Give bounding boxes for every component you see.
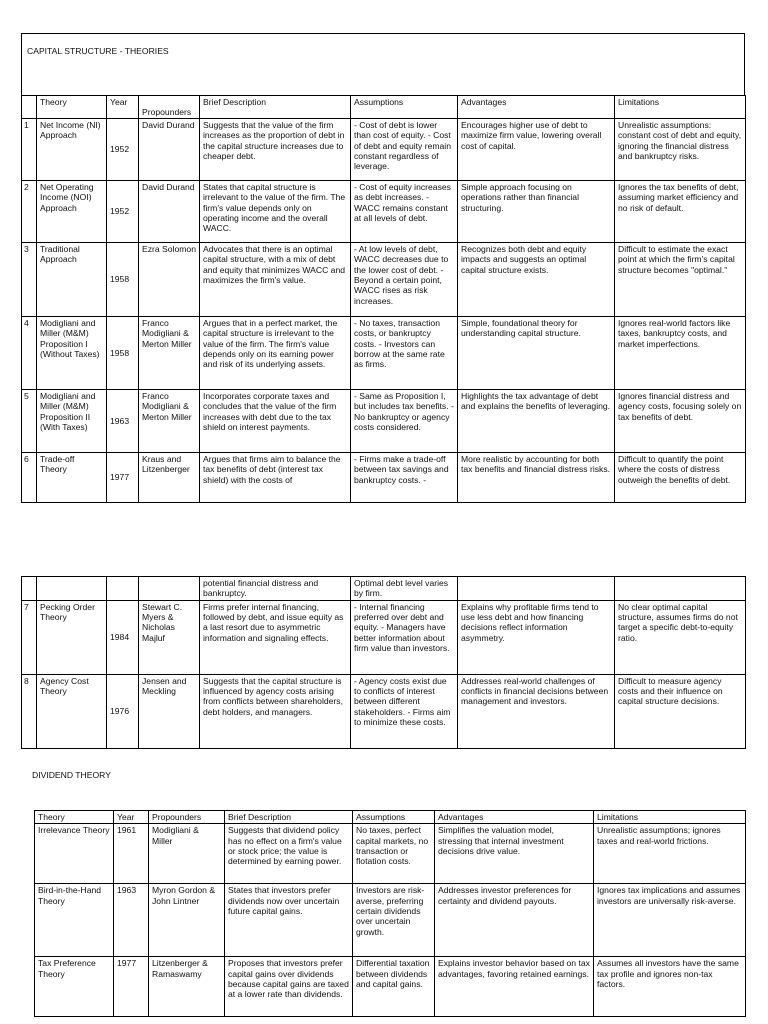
limitations-cell: Difficult to measure agency costs and their influence on capital structure decisions. [615,674,746,748]
advantages-cell: Explains why profitable firms tend to use less debt and how financing decisions reflect information asymmetry. [458,600,615,674]
row-number: 2 [22,181,37,243]
header-description: Brief Description [225,811,353,824]
description-cell: Firms prefer internal financing, followed by debt, and issue equity as a last resort due to asymmetric information and signaling effects. [200,600,351,674]
row-number: 1 [22,119,37,181]
theory-cell: Agency Cost Theory [37,674,107,748]
theory-cell: Traditional Approach [37,243,107,317]
assumptions-cell: - Cost of debt is lower than cost of equity. - Cost of debt and equity remain constant regardless of leverage. [351,119,458,181]
table-row [35,884,746,957]
description-cell: Suggests that the value of the firm increases as the proportion of debt in the capital structure increases due to cheaper debt. [200,119,351,181]
limitations-cell: Difficult to estimate the exact point at which the firm's capital structure becomes "optimal." [615,243,746,317]
capital-structure-table [21,95,746,503]
limitations-cell: Unrealistic assumptions; ignores taxes and real-world frictions. [594,824,746,884]
assumptions-cell: Investors are risk-averse, preferring certain dividends over uncertain growth. [353,884,435,957]
limitations-cell: Unrealistic assumptions: constant cost of debt and equity, ignoring the financial distress and bankruptcy risks. [615,119,746,181]
row-number: 5 [22,390,37,453]
advantages-cell: Encourages higher use of debt to maximize firm value, lowering overall cost of capital. [458,119,615,181]
year-cell: 1963 [107,390,139,453]
assumptions-cell: - Cost of equity increases as debt increases. - WACC remains constant at all levels of debt. [351,181,458,243]
dividend-theory-table [34,810,746,1017]
continued-row [22,577,746,601]
year-cell: 1952 [107,181,139,243]
year-cell: 1958 [107,243,139,317]
year-cell: 1976 [107,674,139,748]
table-header-row [22,96,746,119]
header-year: Year [114,811,149,824]
assumptions-cell: - Firms make a trade-off between tax savings and bankruptcy costs. - [351,453,458,503]
year-cell: 1984 [107,600,139,674]
row-number: 7 [22,600,37,674]
advantages-cell: Recognizes both debt and equity impacts and suggests an optimal capital structure exists. [458,243,615,317]
propounders-cell: Kraus and Litzenberger [139,453,200,503]
limitations-cell: No clear optimal capital structure, assumes firms do not target a specific debt-to-equity ratio. [615,600,746,674]
header-propounders: Propounders [139,96,200,119]
header-description: Brief Description [200,96,351,119]
capital-title-box [21,33,745,96]
theory-cell: Pecking Order Theory [37,600,107,674]
propounders-cell: Myron Gordon & John Lintner [149,884,225,957]
description-cell: States that capital structure is irrelevant to the value of the firm. The firm's value depends only on operating income and the overall WACC. [200,181,351,243]
description-cell: Proposes that investors prefer capital gains over dividends because capital gains are taxed at a lower rate than dividends. [225,957,353,1017]
capital-structure-table-continued [21,576,746,749]
assumptions-cell: No taxes, perfect capital markets, no transaction or flotation costs. [353,824,435,884]
assumptions-cell: - No taxes, transaction costs, or bankruptcy costs. - Investors can borrow at the same rate as firms. [351,317,458,390]
theory-cell: Trade-off Theory [37,453,107,503]
header-advantages: Advantages [435,811,594,824]
table-row [22,119,746,181]
table-row [22,181,746,243]
theory-cell: Bird-in-the-Hand Theory [35,884,114,957]
theory-cell: Irrelevance Theory [35,824,114,884]
advantages-cell: Simple, foundational theory for understanding capital structure. [458,317,615,390]
assumptions-cell: - Internal financing preferred over debt and equity. - Managers have better information about firm value than investors. [351,600,458,674]
assumptions-cell: Optimal debt level varies by firm. [351,577,458,601]
capital-structure-title: CAPITAL STRUCTURE - THEORIES [27,46,169,56]
table-row [22,674,746,748]
table-row [35,957,746,1017]
limitations-cell: Ignores real-world factors like taxes, bankruptcy costs, and market imperfections. [615,317,746,390]
header-limitations: Limitations [615,96,746,119]
theory-cell: Net Operating Income (NOI) Approach [37,181,107,243]
propounders-cell: Franco Modigliani & Merton Miller [139,390,200,453]
assumptions-cell: - Agency costs exist due to conflicts of interest between different stakeholders. - Firms aim to minimize these costs. [351,674,458,748]
year-cell: 1961 [114,824,149,884]
limitations-cell: Ignores the tax benefits of debt, assuming market efficiency and no risk of default. [615,181,746,243]
theory-cell: Net Income (NI) Approach [37,119,107,181]
propounders-cell: Stewart C. Myers & Nicholas Majluf [139,600,200,674]
table-row [35,824,746,884]
row-number: 4 [22,317,37,390]
propounders-cell: David Durand [139,181,200,243]
header-assumptions: Assumptions [351,96,458,119]
year-cell: 1977 [107,453,139,503]
header-propounders: Propounders [149,811,225,824]
advantages-cell: More realistic by accounting for both tax benefits and financial distress risks. [458,453,615,503]
advantages-cell: Simplifies the valuation model, stressing that internal investment decisions drive value. [435,824,594,884]
propounders-cell: Ezra Solomon [139,243,200,317]
header-advantages: Advantages [458,96,615,119]
propounders-cell: David Durand [139,119,200,181]
header-theory: Theory [37,96,107,119]
table-row [22,453,746,503]
limitations-cell: Ignores financial distress and agency costs, focusing solely on tax benefits of debt. [615,390,746,453]
description-cell: Suggests that the capital structure is influenced by agency costs arising from conflicts between shareholders, debt holders, and managers. [200,674,351,748]
table-row [22,243,746,317]
propounders-cell: Litzenberger & Ramaswamy [149,957,225,1017]
assumptions-cell: Differential taxation between dividends and capital gains. [353,957,435,1017]
row-number: 3 [22,243,37,317]
table-row [22,390,746,453]
propounders-cell: Jensen and Meckling [139,674,200,748]
header-limitations: Limitations [594,811,746,824]
propounders-cell: Franco Modigliani & Merton Miller [139,317,200,390]
table-row [22,317,746,390]
assumptions-cell: - Same as Proposition I, but includes tax benefits. - No bankruptcy or agency costs considered. [351,390,458,453]
advantages-cell: Simple approach focusing on operations rather than financial structuring. [458,181,615,243]
limitations-cell: Ignores tax implications and assumes investors are universally risk-averse. [594,884,746,957]
description-cell: States that investors prefer dividends now over uncertain future capital gains. [225,884,353,957]
table-row [22,600,746,674]
header-assumptions: Assumptions [353,811,435,824]
year-cell: 1952 [107,119,139,181]
description-cell: Argues that firms aim to balance the tax benefits of debt (interest tax shield) with the costs of [200,453,351,503]
row-number: 6 [22,453,37,503]
row-number: 8 [22,674,37,748]
theory-cell: Modigliani and Miller (M&M) Proposition I (Without Taxes) [37,317,107,390]
year-cell: 1977 [114,957,149,1017]
description-cell: Suggests that dividend policy has no effect on a firm's value or stock price; the value is determined by earning power. [225,824,353,884]
advantages-cell: Explains investor behavior based on tax advantages, favoring retained earnings. [435,957,594,1017]
theory-cell: Tax Preference Theory [35,957,114,1017]
description-cell: Incorporates corporate taxes and concludes that the value of the firm increases with debt due to the tax shield on interest payments. [200,390,351,453]
advantages-cell: Highlights the tax advantage of debt and explains the benefits of leveraging. [458,390,615,453]
description-cell: Advocates that there is an optimal capital structure, with a mix of debt and equity that minimizes WACC and maximizes the firm's value. [200,243,351,317]
advantages-cell: Addresses investor preferences for certainty and dividend payouts. [435,884,594,957]
propounders-cell: Modigliani & Miller [149,824,225,884]
limitations-cell: Assumes all investors have the same tax profile and ignores non-tax factors. [594,957,746,1017]
year-cell: 1963 [114,884,149,957]
limitations-cell: Difficult to quantify the point where the costs of distress outweigh the benefits of debt. [615,453,746,503]
description-cell: potential financial distress and bankruptcy. [200,577,351,601]
header-num [22,96,37,119]
description-cell: Argues that in a perfect market, the capital structure is irrelevant to the value of the firm. The firm's value depends only on its earning power and risk of its underlying assets. [200,317,351,390]
assumptions-cell: - At low levels of debt, WACC decreases due to the lower cost of debt. - Beyond a certain point, WACC rises as risk increases. [351,243,458,317]
year-cell: 1958 [107,317,139,390]
table-header-row [35,811,746,824]
header-theory: Theory [35,811,114,824]
dividend-theory-title: DIVIDEND THEORY [32,770,111,780]
theory-cell: Modigliani and Miller (M&M) Proposition II (With Taxes) [37,390,107,453]
advantages-cell: Addresses real-world challenges of conflicts in financial decisions between management and investors. [458,674,615,748]
header-year: Year [107,96,139,119]
